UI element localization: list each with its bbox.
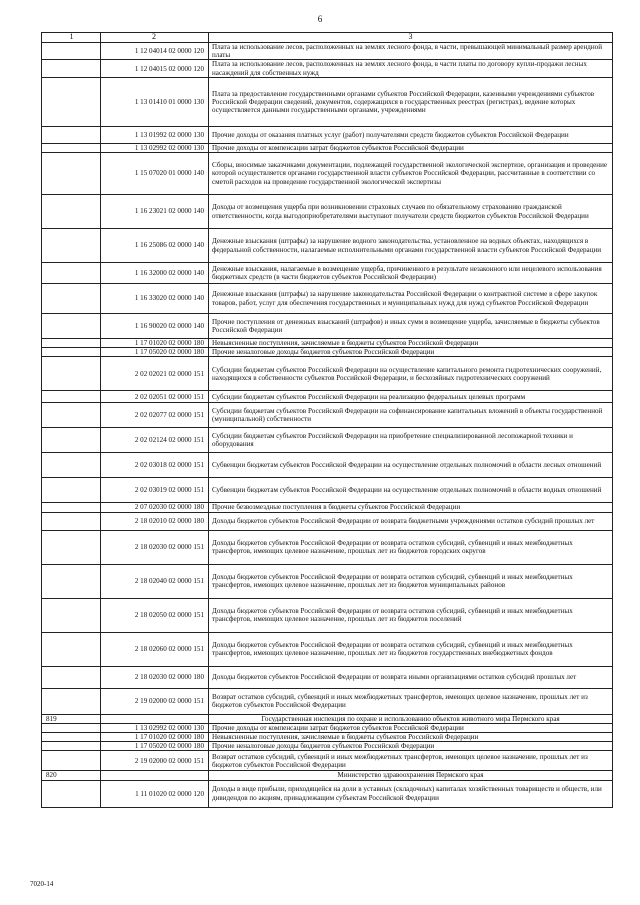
section-title-cell: Министерство здравоохранения Пермского края [209, 771, 613, 780]
classification-code-cell: 1 16 23021 02 0000 140 [101, 195, 209, 229]
section-title-cell: Государственная инспекция по охране и использованию объектов животного мира Пермского края [209, 714, 613, 723]
classification-code-cell: 1 12 04014 02 0000 120 [101, 43, 209, 60]
classification-code-cell: 2 02 02077 02 0000 151 [101, 403, 209, 428]
table-row [42, 512, 613, 530]
classification-code-cell: 2 02 03019 02 0000 151 [101, 478, 209, 503]
revenue-name-cell: Доходы от возмещения ущерба при возникновении страховых случаев по обязательному страхованию гражданской ответственности, когда выгодоприобретателями выступают получатели средств бюджетов субъектов Российской Федерации [209, 195, 613, 229]
empty-cell [42, 126, 101, 143]
section-code-cell: 820 [42, 771, 101, 780]
table-row [42, 263, 613, 284]
table-row [42, 751, 613, 771]
empty-cell [42, 780, 101, 807]
revenue-name-cell: Доходы бюджетов субъектов Российской Федерации от возврата остатков субсидий, субвенций и иных межбюджетных трансфертов, имеющих целевое назначение, прошлых лет из бюджетов поселений [209, 598, 613, 632]
revenue-name-cell: Прочие доходы от оказания платных услуг (работ) получателями средств бюджетов субъектов Российской Федерации [209, 126, 613, 143]
section-row [42, 771, 613, 780]
empty-cell [42, 453, 101, 478]
empty-cell [42, 229, 101, 263]
revenue-name-cell: Плата за использование лесов, расположенных на землях лесного фонда, в части, превышающей минимальный размер арендной платы [209, 43, 613, 60]
section-code-cell: 819 [42, 714, 101, 723]
classification-code-cell: 2 18 02010 02 0000 180 [101, 512, 209, 530]
classification-code-cell: 2 02 03018 02 0000 151 [101, 453, 209, 478]
table-row [42, 60, 613, 77]
classification-code-cell [101, 714, 209, 723]
empty-cell [42, 339, 101, 348]
classification-code-cell: 1 13 02992 02 0000 130 [101, 143, 209, 152]
revenue-name-cell: Доходы бюджетов субъектов Российской Федерации от возврата остатков субсидий, субвенций и иных межбюджетных трансфертов, имеющих целевое назначение, прошлых лет из бюджетов государственных внебюджетных фондов [209, 632, 613, 666]
classification-code-cell: 2 18 02060 02 0000 151 [101, 632, 209, 666]
empty-cell [42, 348, 101, 357]
classification-code-cell: 2 02 02051 02 0000 151 [101, 391, 209, 403]
revenue-name-cell: Денежные взыскания (штрафы) за нарушение водного законодательства, установленное на водных объектах, находящихся в федеральной собственности, налагаемые исполнительными органами государственной власти субъектов Российской Федерации [209, 229, 613, 263]
page-number: 6 [317, 14, 323, 24]
table-row [42, 339, 613, 348]
table-row [42, 666, 613, 688]
classification-code-cell: 1 17 05020 02 0000 180 [101, 348, 209, 357]
revenue-name-cell: Прочие поступления от денежных взысканий (штрафов) и иных сумм в возмещение ущерба, зачисляемые в бюджеты субъектов Российской Федерации [209, 314, 613, 339]
empty-cell [42, 60, 101, 77]
table-row [42, 598, 613, 632]
table-row [42, 632, 613, 666]
classification-code-cell: 2 18 02040 02 0000 151 [101, 564, 209, 598]
classification-code-cell: 1 12 04015 02 0000 120 [101, 60, 209, 77]
table-row [42, 391, 613, 403]
classification-code-cell: 1 11 01020 02 0000 120 [101, 780, 209, 807]
table-row [42, 77, 613, 126]
empty-cell [42, 43, 101, 60]
empty-cell [42, 503, 101, 512]
revenue-name-cell: Доходы бюджетов субъектов Российской Федерации от возврата иными организациями остатков субсидий прошлых лет [209, 666, 613, 688]
table-row [42, 688, 613, 714]
table-row [42, 564, 613, 598]
document-footer-code: 7020-14 [30, 880, 54, 888]
empty-cell [42, 391, 101, 403]
classification-code-cell: 1 17 05020 02 0000 180 [101, 742, 209, 751]
table-row [42, 478, 613, 503]
revenue-name-cell: Прочие доходы от компенсации затрат бюджетов субъектов Российской Федерации [209, 143, 613, 152]
header-col-1: 1 [42, 33, 101, 43]
table-row [42, 348, 613, 357]
table-row [42, 229, 613, 263]
empty-cell [42, 733, 101, 742]
table-row [42, 143, 613, 152]
empty-cell [42, 403, 101, 428]
classification-code-cell: 1 17 01020 02 0000 180 [101, 733, 209, 742]
revenue-name-cell: Субсидии бюджетам субъектов Российской Федерации на осуществление капитального ремонта гидротехнических сооружений, находящихся в собственности субъектов Российской Федерации, и бесхозяйных гидротехнических сооружений [209, 357, 613, 391]
table-row [42, 314, 613, 339]
empty-cell [42, 598, 101, 632]
classification-code-cell: 2 02 02124 02 0000 151 [101, 428, 209, 453]
classification-code-cell: 2 18 02030 02 0000 151 [101, 530, 209, 564]
classification-code-cell: 1 15 07020 01 0000 140 [101, 153, 209, 195]
table-row [42, 403, 613, 428]
revenue-name-cell: Возврат остатков субсидий, субвенций и иных межбюджетных трансфертов, имеющих целевое назначение, прошлых лет из бюджетов субъектов Российской Федерации [209, 751, 613, 771]
table-row [42, 428, 613, 453]
header-col-2: 2 [101, 33, 209, 43]
classification-code-cell: 2 19 02000 02 0000 151 [101, 751, 209, 771]
classification-code-cell: 1 13 01992 02 0000 130 [101, 126, 209, 143]
table-row [42, 742, 613, 751]
empty-cell [42, 564, 101, 598]
table-row [42, 284, 613, 314]
revenue-name-cell: Плата за предоставление государственными органами субъектов Российской Федерации, казенными учреждениями субъектов Российской Федерации сведений, документов, содержащихся в государственных реестрах (регистрах), ведение которых осуществляется данными государственными органами, учреждениями [209, 77, 613, 126]
classification-code-cell: 1 16 90020 02 0000 140 [101, 314, 209, 339]
classification-code-cell: 1 16 25086 02 0000 140 [101, 229, 209, 263]
classification-code-cell: 1 13 01410 01 0000 130 [101, 77, 209, 126]
table-row [42, 357, 613, 391]
revenue-name-cell: Денежные взыскания (штрафы) за нарушение законодательства Российской Федерации о контрактной системе в сфере закупок товаров, работ, услуг для обеспечения государственных и муниципальных нужд для нужд субъектов Российской Федерации [209, 284, 613, 314]
revenue-name-cell: Невыясненные поступления, зачисляемые в бюджеты субъектов Российской Федерации [209, 339, 613, 348]
table-row [42, 453, 613, 478]
revenue-name-cell: Доходы бюджетов субъектов Российской Федерации от возврата остатков субсидий, субвенций и иных межбюджетных трансфертов, имеющих целевое назначение, прошлых лет из бюджетов городских округов [209, 530, 613, 564]
revenue-name-cell: Субвенции бюджетам субъектов Российской Федерации на осуществление отдельных полномочий в области водных отношений [209, 478, 613, 503]
revenue-name-cell: Денежные взыскания, налагаемые в возмещение ущерба, причиненного в результате незаконного или нецелевого использования бюджетных средств (в части бюджетов субъектов Российской Федерации) [209, 263, 613, 284]
empty-cell [42, 357, 101, 391]
revenue-name-cell: Субвенции бюджетам субъектов Российской Федерации на осуществление отдельных полномочий в области лесных отношений [209, 453, 613, 478]
revenue-name-cell: Невыясненные поступления, зачисляемые в бюджеты субъектов Российской Федерации [209, 733, 613, 742]
table-row [42, 195, 613, 229]
empty-cell [42, 666, 101, 688]
revenue-name-cell: Субсидии бюджетам субъектов Российской Федерации на приобретение специализированной лесопожарной техники и оборудования [209, 428, 613, 453]
empty-cell [42, 77, 101, 126]
revenue-name-cell: Прочие неналоговые доходы бюджетов субъектов Российской Федерации [209, 742, 613, 751]
revenue-name-cell: Доходы бюджетов субъектов Российской Федерации от возврата бюджетными учреждениями остатков субсидий прошлых лет [209, 512, 613, 530]
empty-cell [42, 314, 101, 339]
classification-code-cell: 2 19 02000 02 0000 151 [101, 688, 209, 714]
table-header-row [42, 33, 613, 43]
table-row [42, 126, 613, 143]
revenue-codes-table [41, 32, 613, 808]
empty-cell [42, 688, 101, 714]
revenue-name-cell: Прочие безвозмездные поступления в бюджеты субъектов Российской Федерации [209, 503, 613, 512]
empty-cell [42, 723, 101, 732]
revenue-name-cell: Субсидии бюджетам субъектов Российской Федерации на софинансирование капитальных вложений в объекты государственной (муниципальной) собственности [209, 403, 613, 428]
empty-cell [42, 143, 101, 152]
empty-cell [42, 512, 101, 530]
empty-cell [42, 530, 101, 564]
table-row [42, 780, 613, 807]
classification-code-cell: 1 16 32000 02 0000 140 [101, 263, 209, 284]
table-row [42, 153, 613, 195]
table-row [42, 503, 613, 512]
revenue-name-cell: Доходы бюджетов субъектов Российской Федерации от возврата остатков субсидий, субвенций и иных межбюджетных трансфертов, имеющих целевое назначение, прошлых лет из бюджетов муниципальных районов [209, 564, 613, 598]
revenue-name-cell: Субсидии бюджетам субъектов Российской Федерации на реализацию федеральных целевых программ [209, 391, 613, 403]
classification-code-cell: 2 18 02030 02 0000 180 [101, 666, 209, 688]
header-col-3: 3 [209, 33, 613, 43]
classification-code-cell: 2 07 02030 02 0000 180 [101, 503, 209, 512]
revenue-name-cell: Сборы, вносимые заказчиками документации, подлежащей государственной экологической экспертизе, организация и проведение которой осуществляется органами государственной власти субъектов Российской Федерации, рассчитанные в соответствии со сметой расходов на проведение государственной экологической экспертизы [209, 153, 613, 195]
classification-code-cell: 1 13 02992 02 0000 130 [101, 723, 209, 732]
classification-code-cell [101, 771, 209, 780]
classification-code-cell: 1 16 33020 02 0000 140 [101, 284, 209, 314]
revenue-name-cell: Плата за использование лесов, расположенных на землях лесного фонда, в части платы по договору купли-продажи лесных насаждений для собственных нужд [209, 60, 613, 77]
table-row [42, 723, 613, 732]
empty-cell [42, 263, 101, 284]
table-row [42, 530, 613, 564]
empty-cell [42, 428, 101, 453]
revenue-name-cell: Прочие доходы от компенсации затрат бюджетов субъектов Российской Федерации [209, 723, 613, 732]
empty-cell [42, 632, 101, 666]
classification-code-cell: 2 02 02021 02 0000 151 [101, 357, 209, 391]
revenue-name-cell: Доходы в виде прибыли, приходящейся на доли в уставных (складочных) капиталах хозяйственных товариществ и обществ, или дивидендов по акциям, принадлежащим субъектам Российской Федерации [209, 780, 613, 807]
table-row [42, 733, 613, 742]
empty-cell [42, 284, 101, 314]
empty-cell [42, 742, 101, 751]
empty-cell [42, 195, 101, 229]
section-row [42, 714, 613, 723]
revenue-name-cell: Прочие неналоговые доходы бюджетов субъектов Российской Федерации [209, 348, 613, 357]
classification-code-cell: 1 17 01020 02 0000 180 [101, 339, 209, 348]
empty-cell [42, 751, 101, 771]
classification-code-cell: 2 18 02050 02 0000 151 [101, 598, 209, 632]
table-row [42, 43, 613, 60]
empty-cell [42, 478, 101, 503]
revenue-name-cell: Возврат остатков субсидий, субвенций и иных межбюджетных трансфертов, имеющих целевое назначение, прошлых лет из бюджетов субъектов Российской Федерации [209, 688, 613, 714]
empty-cell [42, 153, 101, 195]
